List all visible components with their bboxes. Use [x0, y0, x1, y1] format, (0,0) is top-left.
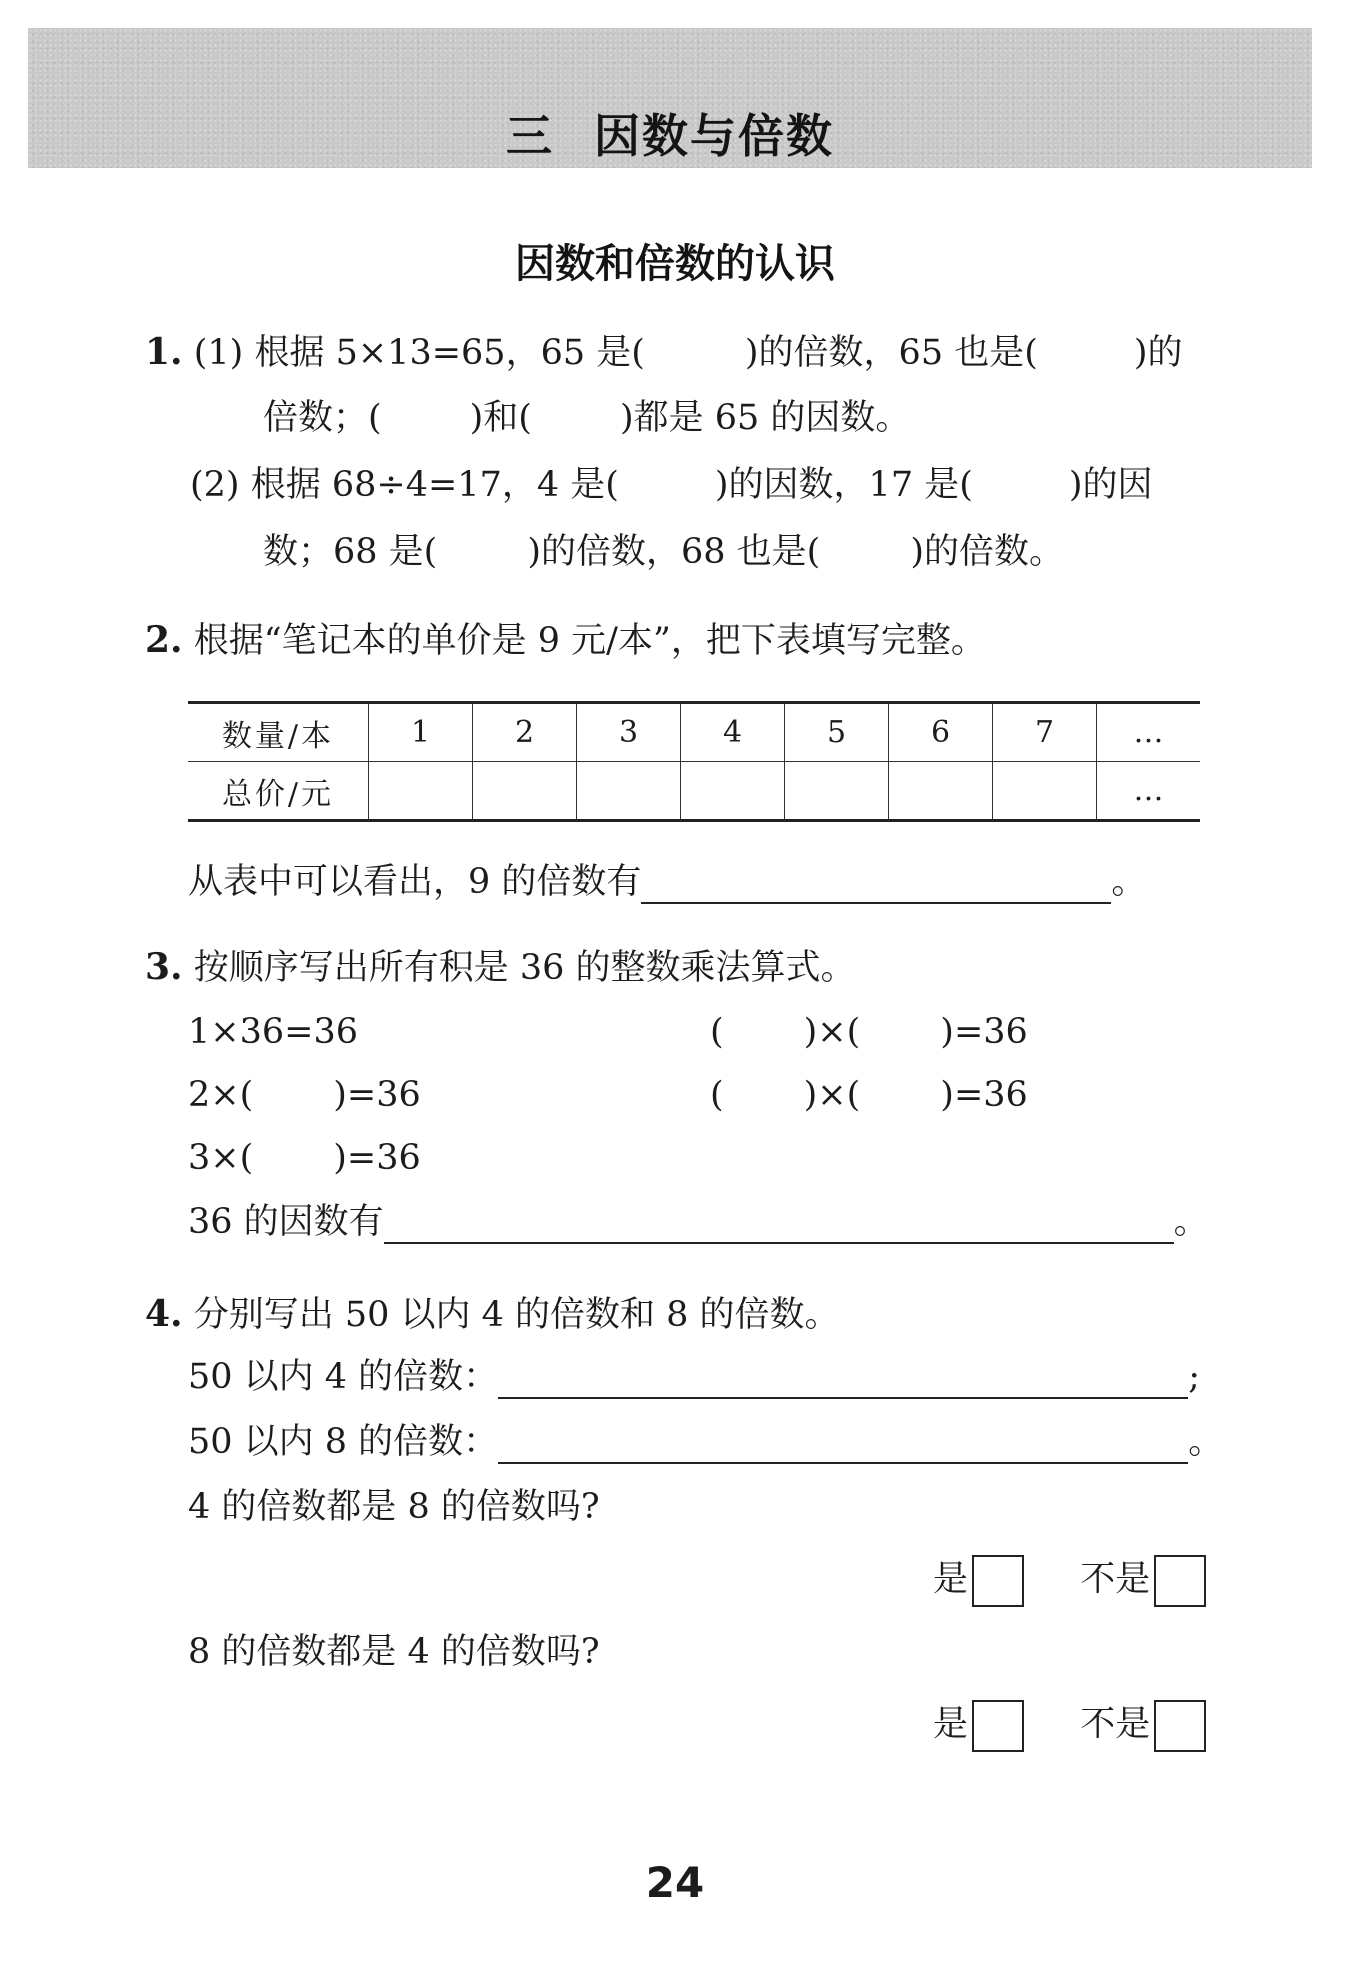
answer-cell[interactable] — [369, 762, 473, 821]
choice-no-label: 不是 — [1080, 1559, 1151, 1600]
q4-choice1 — [933, 1555, 1206, 1607]
paren: )=36 — [940, 1012, 1028, 1052]
q1-p1-text-a: 根据 5×13=65，65 是( — [254, 333, 645, 373]
q1-line1 — [145, 330, 1183, 375]
answer-cell[interactable] — [889, 762, 993, 821]
q2-prompt — [145, 618, 986, 663]
table-cell: 3 — [577, 703, 681, 762]
chapter-banner — [28, 28, 1312, 168]
q4-number: 4. — [145, 1293, 183, 1335]
chapter-title: 因数与倍数 — [594, 109, 834, 163]
q3-eq3-a: 3×( — [188, 1138, 254, 1178]
row-label-total: 总价/元 — [221, 776, 335, 812]
table-cell: 2 — [473, 703, 577, 762]
q1-line4 — [263, 530, 1064, 574]
answer-line[interactable] — [498, 1426, 1188, 1464]
q4-line1 — [188, 1355, 1200, 1399]
q4-ask1: 4 的倍数都是 8 的倍数吗? — [188, 1487, 600, 1527]
q3-factors — [188, 1200, 1209, 1244]
yes-checkbox[interactable] — [972, 1555, 1024, 1607]
punct: 。 — [1173, 1202, 1209, 1242]
paren: )=36 — [940, 1075, 1028, 1115]
q2-text: 根据“笔记本的单价是 9 元/本”，把下表填写完整。 — [193, 621, 986, 661]
q1-line2 — [263, 396, 910, 440]
table-cell: 7 — [993, 703, 1097, 762]
q2-number: 2. — [145, 619, 183, 661]
answer-cell[interactable] — [785, 762, 889, 821]
answer-line[interactable] — [641, 866, 1111, 904]
choice-yes-label: 是 — [933, 1704, 969, 1745]
answer-line[interactable] — [384, 1206, 1174, 1244]
q1-p2-text-b: )的因数，17 是( — [714, 465, 973, 505]
answer-cell[interactable] — [473, 762, 577, 821]
answer-line[interactable] — [498, 1361, 1188, 1399]
punct: 。 — [1111, 862, 1147, 902]
q4-ask2: 8 的倍数都是 4 的倍数吗? — [188, 1632, 600, 1672]
page-number: 24 — [645, 1858, 705, 1907]
punct: 。 — [1188, 1422, 1224, 1462]
q1-p2-text-a: 根据 68÷4=17，4 是( — [250, 465, 619, 505]
q4-text: 分别写出 50 以内 4 的倍数和 8 的倍数。 — [193, 1295, 840, 1335]
q1-p2-text-e: )的倍数，68 也是( — [527, 532, 821, 572]
q1-number: 1. — [145, 331, 183, 373]
q1-p1-text-d: 倍数；( — [263, 398, 382, 438]
q1-p2-text-d: 数；68 是( — [263, 532, 438, 572]
q3-eq2-b: )=36 — [333, 1075, 421, 1115]
yes-checkbox[interactable] — [972, 1700, 1024, 1752]
q1-p1-text-c: )的 — [1133, 333, 1183, 373]
paren: ( — [710, 1012, 724, 1052]
no-checkbox[interactable] — [1154, 1555, 1206, 1607]
q4-line2 — [188, 1420, 1223, 1464]
table-cell-ellipsis: … — [1097, 762, 1201, 821]
table-cell: 5 — [785, 703, 889, 762]
chapter-heading — [28, 100, 1312, 166]
q3-eq3-b: )=36 — [333, 1138, 421, 1178]
q3-eq4 — [710, 1010, 1028, 1054]
paren: ( — [710, 1075, 724, 1115]
q1-p1-text-e: )和( — [469, 398, 532, 438]
table-cell: 4 — [681, 703, 785, 762]
table-row — [188, 703, 1200, 762]
q4-line2-label: 50 以内 8 的倍数： — [188, 1422, 499, 1462]
price-table — [188, 701, 1200, 822]
chapter-number: 三 — [506, 109, 554, 163]
row-label-quantity: 数量/本 — [188, 703, 369, 762]
answer-cell[interactable] — [577, 762, 681, 821]
q4-choice2 — [933, 1700, 1206, 1752]
q1-p2-label: (2) — [190, 465, 240, 505]
q2-conclusion-text: 从表中可以看出，9 的倍数有 — [188, 862, 642, 902]
choice-yes-label: 是 — [933, 1559, 969, 1600]
answer-cell[interactable] — [993, 762, 1097, 821]
q1-line3 — [190, 463, 1153, 507]
q1-p1-text-b: )的倍数，65 也是( — [744, 333, 1038, 373]
q4-line1-label: 50 以内 4 的倍数： — [188, 1357, 499, 1397]
q3-factors-label: 36 的因数有 — [188, 1202, 384, 1242]
table-cell: 1 — [369, 703, 473, 762]
q1-p1-label: (1) — [193, 333, 244, 373]
no-checkbox[interactable] — [1154, 1700, 1206, 1752]
q3-eq3 — [188, 1136, 421, 1180]
q4-prompt — [145, 1292, 840, 1337]
q3-eq2 — [188, 1073, 421, 1117]
q3-prompt — [145, 945, 856, 990]
answer-cell[interactable] — [681, 762, 785, 821]
table-cell: 6 — [889, 703, 993, 762]
punct: ; — [1188, 1357, 1200, 1397]
q3-text: 按顺序写出所有积是 36 的整数乘法算式。 — [193, 948, 856, 988]
q3-eq1: 1×36=36 — [188, 1012, 358, 1052]
q2-conclusion — [188, 860, 1146, 904]
paren: )×( — [803, 1012, 861, 1052]
q1-p2-text-c: )的因 — [1068, 465, 1153, 505]
paren: )×( — [803, 1075, 861, 1115]
q1-p1-text-f: )都是 65 的因数。 — [619, 398, 911, 438]
table-row — [188, 762, 1200, 821]
choice-no-label: 不是 — [1080, 1704, 1151, 1745]
q3-eq5 — [710, 1073, 1028, 1117]
table-cell-ellipsis: … — [1097, 703, 1201, 762]
q1-p2-text-f: )的倍数。 — [910, 532, 1064, 572]
q3-eq2-a: 2×( — [188, 1075, 254, 1115]
section-title: 因数和倍数的认识 — [515, 241, 835, 287]
q3-number: 3. — [145, 946, 183, 988]
